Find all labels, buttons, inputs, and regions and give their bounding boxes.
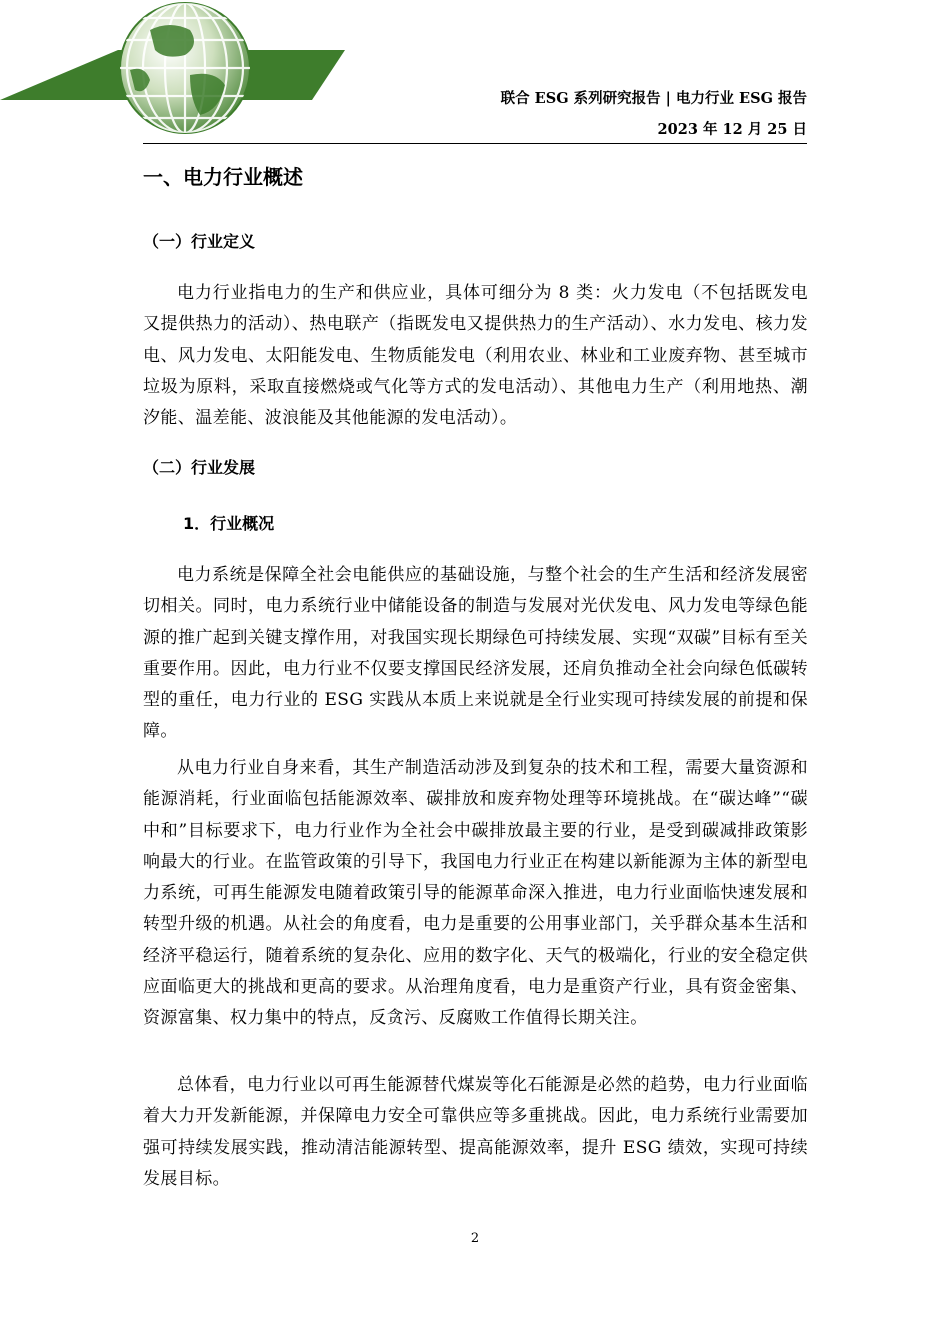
overview-paragraph-3: 总体看，电力行业以可再生能源替代煤炭等化石能源是必然的趋势，电力行业面临着大力开发新能源，并保障电力安全可靠供应等多重挑战。因此，电力系统行业需要加强可持续发展实践，推动清洁能源转型、提高能源效率，提升 ESG 绩效，实现可持续发展目标。 bbox=[143, 1075, 808, 1189]
subsection-heading-development: （二）行业发展 bbox=[143, 458, 256, 477]
item-heading-overview: 1．行业概况 bbox=[183, 514, 275, 533]
header-date: 2023 年 12 月 25 日 bbox=[657, 121, 807, 138]
section-heading: 一、电力行业概述 bbox=[143, 165, 303, 189]
report-logo bbox=[0, 0, 360, 150]
definition-paragraph: 电力行业指电力的生产和供应业，具体可细分为 8 类：火力发电（不包括既发电又提供热力的活动）、热电联产（指既发电又提供热力的生产活动）、水力发电、核力发电、风力发电、太阳能发电、生物质能发电（利用农业、林业和工业废弃物、甚至城市垃圾为原料，采取直接燃烧或气化等方式的发电活动）、其他电力生产（利用地热、潮汐能、温差能、波浪能及其他能源的发电活动）。 bbox=[143, 283, 808, 429]
globe-icon bbox=[120, 3, 250, 133]
header-divider bbox=[143, 143, 807, 144]
subsection-heading-definition: （一）行业定义 bbox=[143, 232, 256, 251]
overview-paragraph-2: 从电力行业自身来看，其生产制造活动涉及到复杂的技术和工程，需要大量资源和能源消耗，行业面临包括能源效率、碳排放和废弃物处理等环境挑战。在“碳达峰”“碳中和”目标要求下，电力行业作为全社会中碳排放最主要的行业，是受到碳减排政策影响最大的行业。在监管政策的引导下，我国电力行业正在构建以新能源为主体的新型电力系统，可再生能源发电随着政策引导的能源革命深入推进，电力行业面临快速发展和转型升级的机遇。从社会的角度看，电力是重要的公用事业部门，关乎群众基本生活和经济平稳运行，随着系统的复杂化、应用的数字化、天气的极端化，行业的安全稳定供应面临更大的挑战和更高的要求。从治理角度看，电力是重资产行业，具有资金密集、资源富集、权力集中的特点，反贪污、反腐败工作值得长期关注。 bbox=[143, 758, 808, 1029]
page-number: 2 bbox=[470, 1231, 480, 1246]
header-title: 联合 ESG 系列研究报告 | 电力行业 ESG 报告 bbox=[500, 90, 807, 107]
overview-paragraph-1: 电力系统是保障全社会电能供应的基础设施，与整个社会的生产生活和经济发展密切相关。同时，电力系统行业中储能设备的制造与发展对光伏发电、风力发电等绿色能源的推广起到关键支撑作用，对我国实现长期绿色可持续发展、实现“双碳”目标有至关重要作用。因此，电力行业不仅要支撑国民经济发展，还肩负推动全社会向绿色低碳转型的重任，电力行业的 ESG 实践从本质上来说就是全行业实现可持续发展的前提和保障。 bbox=[143, 565, 808, 742]
